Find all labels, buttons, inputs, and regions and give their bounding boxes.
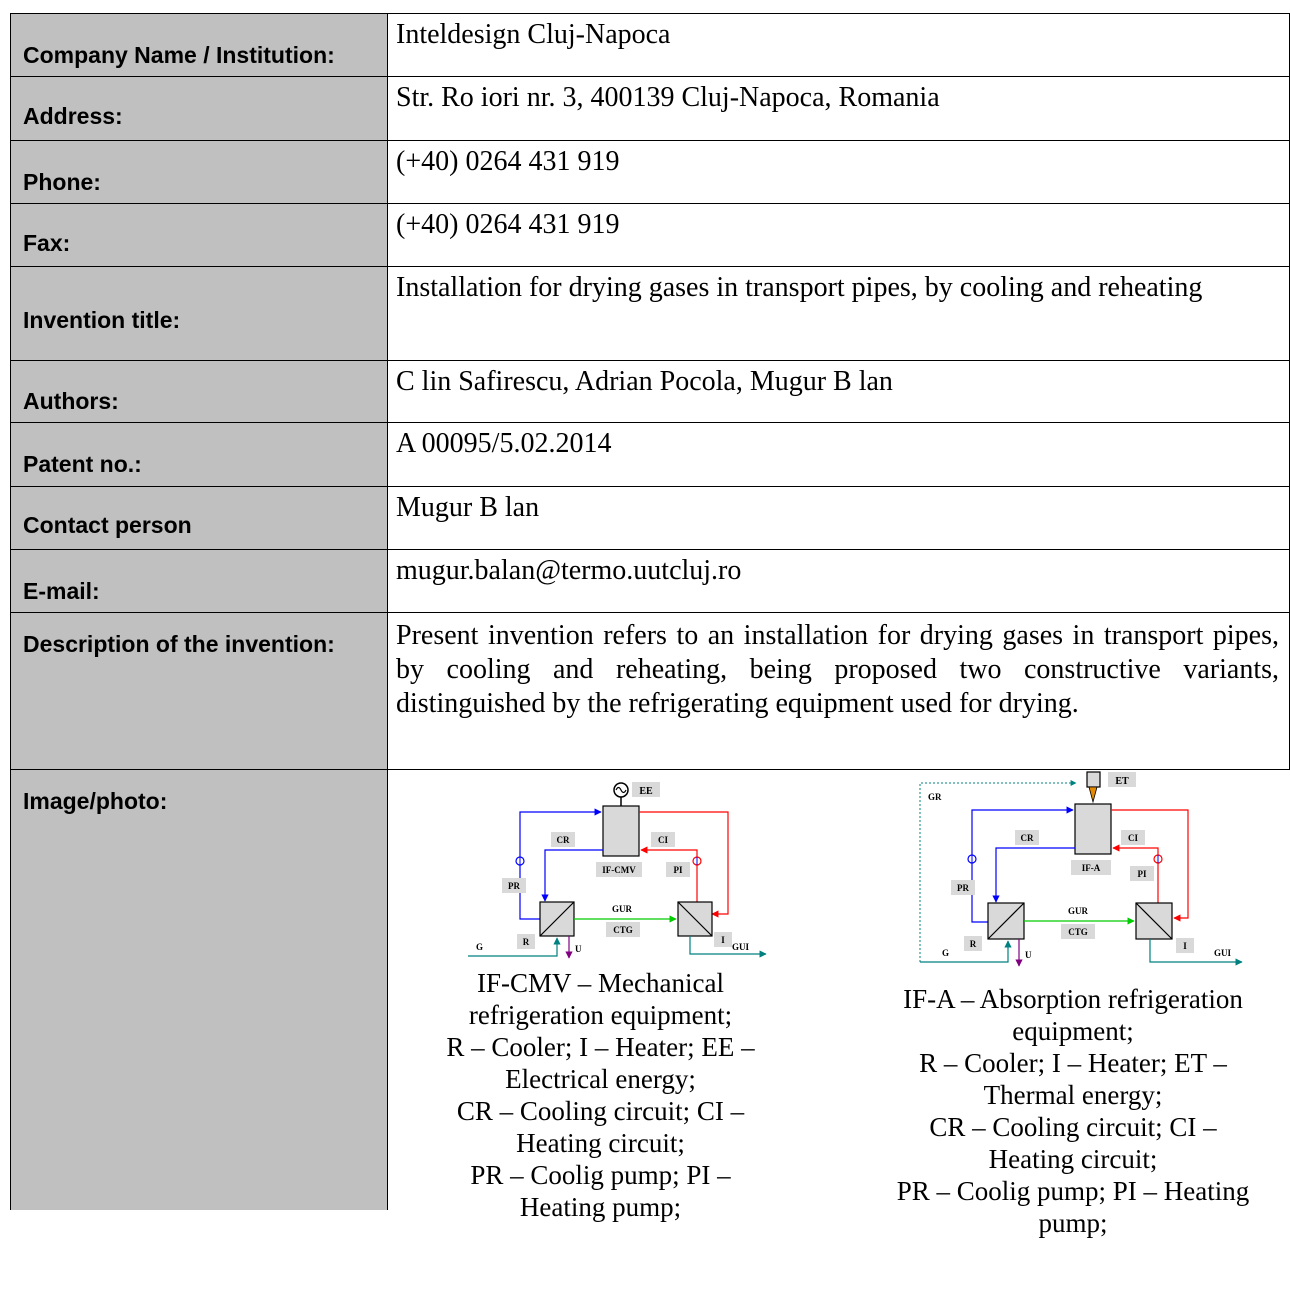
energy-label: EE: [639, 786, 653, 797]
gui-label: GUI: [1214, 948, 1232, 958]
refrigeration-unit: [603, 806, 639, 856]
i-label: I: [1183, 941, 1187, 951]
row-company: [11, 14, 1290, 77]
label-cell: [11, 14, 388, 77]
caption-line: Heating pump;: [519, 1192, 682, 1222]
row-address: [11, 77, 1290, 141]
label-cell: [11, 770, 388, 1210]
cr-label: CR: [556, 835, 570, 845]
company-value: Inteldesign Cluj-Napoca: [396, 19, 671, 50]
label-cell: [11, 77, 388, 141]
row-contact: [11, 487, 1290, 550]
authors-value: C lin Safirescu, Adrian Pocola, Mugur B lan: [396, 366, 893, 397]
row-authors: [11, 361, 1290, 423]
fax-value: (+40) 0264 431 919: [396, 209, 620, 240]
thermal-source-icon: [1087, 772, 1100, 787]
diagram-absorption: [908, 770, 1248, 972]
label-cell: [11, 361, 388, 423]
caption-absorption: [858, 983, 1288, 1239]
value-cell: [388, 141, 1290, 204]
company-label: Company Name / Institution:: [23, 42, 335, 68]
ci-label: CI: [1127, 833, 1139, 843]
gur-label: GUR: [612, 904, 632, 914]
g-label: G: [476, 942, 484, 952]
unit-label: IF-A: [1081, 863, 1101, 873]
value-cell: [388, 77, 1290, 141]
caption-line: equipment;: [1012, 1016, 1134, 1046]
gui-label: GUI: [732, 942, 750, 952]
gr-label: GR: [928, 792, 942, 802]
caption-line: IF-CMV – Mechanical: [477, 968, 724, 998]
u-label: U: [575, 944, 582, 954]
pi-label: PI: [1137, 869, 1147, 879]
row-image: [11, 770, 1290, 1210]
value-cell: [388, 487, 1290, 550]
value-cell: [388, 613, 1290, 770]
email-label: E-mail:: [23, 578, 100, 604]
row-email: [11, 550, 1290, 613]
caption-line: PR – Coolig pump; PI –: [470, 1160, 731, 1190]
u-label: U: [1025, 950, 1032, 960]
caption-line: IF-A – Absorption refrigeration: [903, 984, 1243, 1014]
image-cell: [388, 770, 1290, 1238]
contact-value: Mugur B lan: [396, 492, 540, 523]
row-invention-title: [11, 267, 1290, 361]
pr-label: PR: [508, 881, 520, 891]
caption-line: pump;: [1038, 1208, 1108, 1238]
phone-value: (+40) 0264 431 919: [396, 146, 620, 177]
label-cell: [11, 267, 388, 361]
description-value: Present invention refers to an installation for drying gases in transport pipes, by cooling and reheating, being proposed two constructive variants, distinguished by the refrigerating equipment used for drying.: [396, 620, 1279, 719]
image-label: Image/photo:: [23, 788, 168, 814]
value-cell: [388, 14, 1290, 77]
row-description: [11, 613, 1290, 770]
caption-line: Heating circuit;: [988, 1144, 1158, 1174]
caption-line: Thermal energy;: [983, 1080, 1163, 1110]
g-label: G: [942, 948, 950, 958]
invention-info-table: [10, 13, 1290, 1238]
row-phone: [11, 141, 1290, 204]
address-value: Str. Ro iori nr. 3, 400139 Cluj-Napoca, Romania: [396, 82, 940, 113]
refrigeration-unit: [1075, 804, 1111, 854]
phone-label: Phone:: [23, 169, 101, 195]
r-label: R: [522, 937, 530, 947]
heating-circuit-line: [1111, 810, 1188, 918]
email-value: mugur.balan@termo.uutcluj.ro: [396, 555, 742, 586]
invention-title-label: Invention title:: [23, 307, 181, 333]
value-cell: [388, 550, 1290, 613]
caption-line: R – Cooler; I – Heater; ET –: [919, 1048, 1227, 1078]
caption-mechanical: [403, 967, 798, 1223]
patent-value: A 00095/5.02.2014: [396, 428, 612, 459]
row-patent: [11, 423, 1290, 487]
cr-label: CR: [1020, 833, 1034, 843]
label-cell: [11, 487, 388, 550]
contact-label: Contact person: [23, 512, 192, 538]
caption-line: CR – Cooling circuit; CI –: [456, 1096, 745, 1126]
address-label: Address:: [23, 103, 123, 129]
r-label: R: [969, 939, 977, 949]
i-label: I: [721, 935, 725, 945]
caption-line: CR – Cooling circuit; CI –: [929, 1112, 1217, 1142]
caption-line: R – Cooler; I – Heater; EE –: [446, 1032, 755, 1062]
ctg-label: CTG: [1068, 927, 1088, 937]
diagram-mechanical: [438, 782, 768, 960]
pr-label: PR: [957, 883, 969, 893]
label-cell: [11, 423, 388, 487]
label-cell: [11, 204, 388, 267]
label-cell: [11, 550, 388, 613]
caption-line: Heating circuit;: [516, 1128, 685, 1158]
gur-label: GUR: [1068, 906, 1088, 916]
label-cell: [11, 613, 388, 770]
ci-label: CI: [657, 835, 669, 845]
fax-label: Fax:: [23, 230, 71, 256]
value-cell: [388, 361, 1290, 423]
value-cell: [388, 267, 1290, 361]
unit-label: IF-CMV: [602, 865, 636, 875]
patent-label: Patent no.:: [23, 451, 142, 477]
row-fax: [11, 204, 1290, 267]
value-cell: [388, 204, 1290, 267]
pi-label: PI: [673, 865, 683, 875]
ctg-label: CTG: [613, 925, 633, 935]
caption-line: Electrical energy;: [505, 1064, 696, 1094]
invention-title-value: Installation for drying gases in transport pipes, by cooling and reheating: [396, 272, 1203, 303]
energy-label: ET: [1115, 776, 1129, 787]
label-cell: [11, 141, 388, 204]
caption-line: refrigeration equipment;: [468, 1000, 733, 1030]
authors-label: Authors:: [23, 388, 119, 414]
description-label: Description of the invention:: [23, 631, 335, 657]
value-cell: [388, 423, 1290, 487]
caption-line: PR – Coolig pump; PI – Heating: [896, 1176, 1250, 1206]
